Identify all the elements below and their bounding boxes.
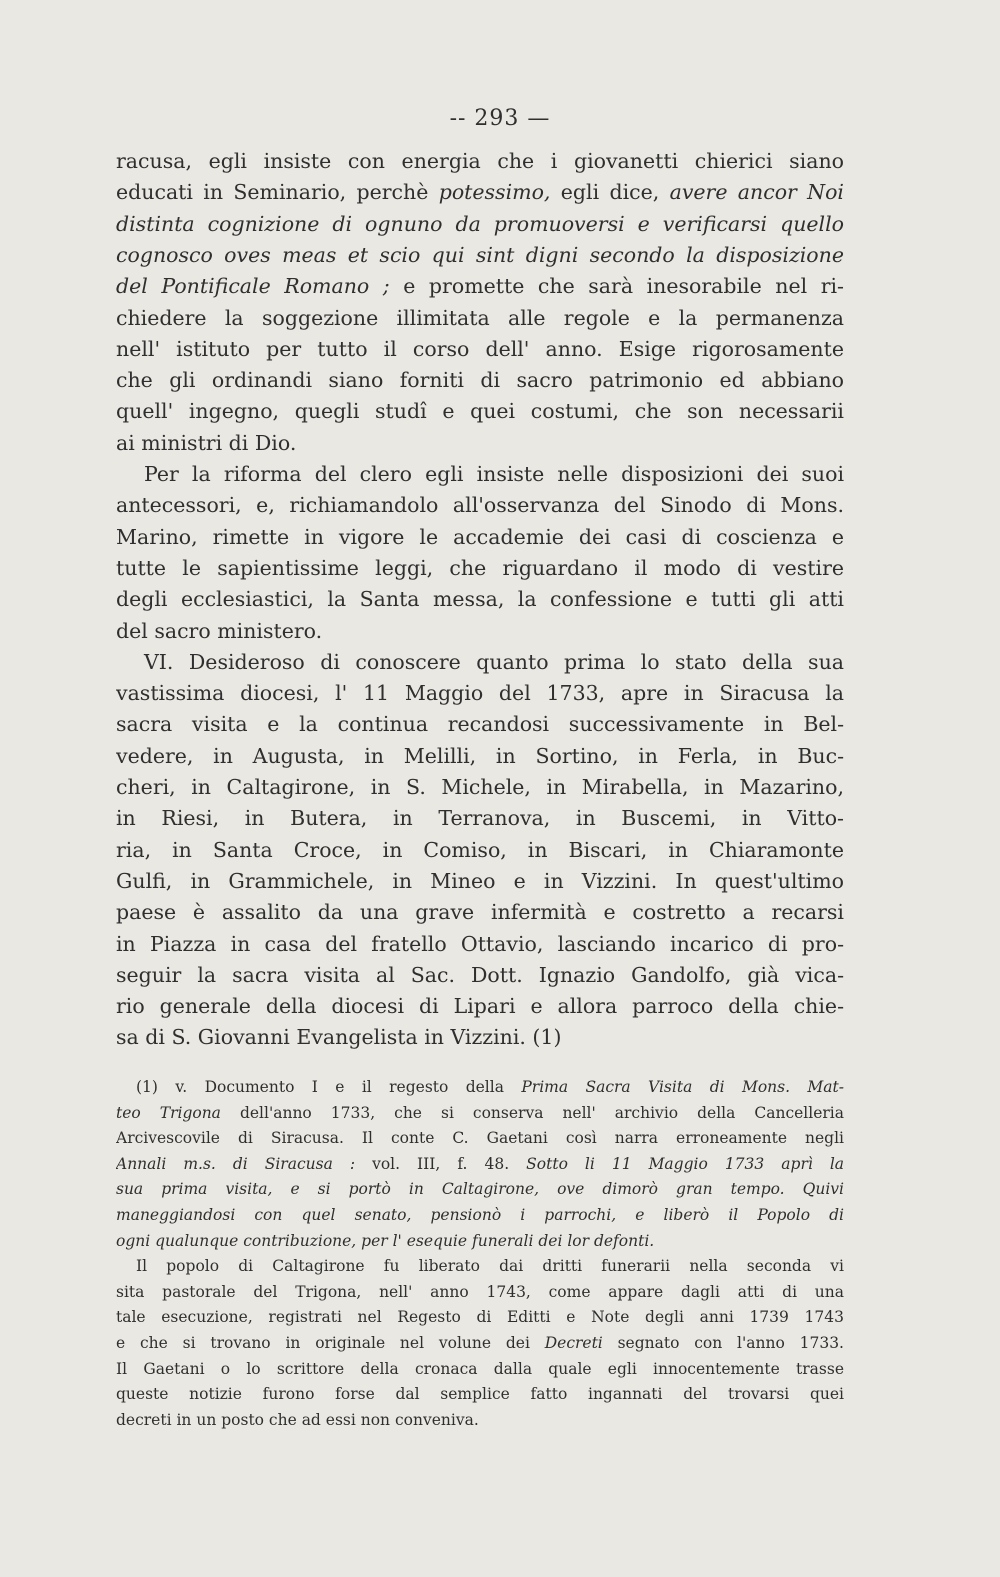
page-number: -- 293 — [449, 106, 551, 131]
italic-span: teo Trigona [116, 1103, 221, 1122]
italic-span: maneggiandosi con quel senato, pensionò i parrochi, e liberò il Popolo di [116, 1206, 844, 1224]
italic-span: Sotto li 11 Maggio 1733 aprì la [526, 1154, 844, 1173]
text-line: VI. Desideroso di conoscere quanto prima lo stato della sua [144, 649, 844, 674]
italic-span: cognosco oves meas et scio qui sint digni secondo la disposizione [116, 242, 844, 267]
text-line: vedere, in Augusta, in Melilli, in Sortino, in Ferla, in Buc- [116, 743, 844, 768]
text-line: tutte le sapientissime leggi, che riguardano il modo di vestire [116, 555, 844, 580]
text-line: in Riesi, in Butera, in Terranova, in Buscemi, in Vitto- [116, 806, 844, 831]
text-line: racusa, egli insiste con energia che i giovanetti chierici siano [116, 149, 844, 173]
text-line: del Pontificale Romano ; e promette che sarà inesorabile nel ri- [116, 274, 844, 299]
italic-span: del Pontificale Romano ; [116, 274, 390, 299]
footnote-line [116, 1203, 844, 1227]
footnote-line: tale esecuzione, registrati nel Regesto di Editti e Note degli anni 1739 1743 [116, 1308, 844, 1327]
text-line: Per la riforma del clero egli insiste nelle disposizioni dei suoi [144, 462, 844, 486]
text-line: antecessori, e, richiamandolo all'osservanza del Sinodo di Mons. [116, 493, 844, 518]
footnote-line: queste notizie furono forse dal semplice fatto ingannati del trovarsi quei [116, 1385, 844, 1404]
text-line: Marino, rimette in vigore le accademie dei casi di coscienza e [116, 524, 844, 549]
text-line: cheri, in Caltagirone, in S. Michele, in Mirabella, in Mazarino, [116, 775, 844, 799]
text-line: ria, in Santa Croce, in Comiso, in Biscari, in Chiaramonte [116, 837, 844, 862]
italic-span: Decreti [544, 1334, 603, 1352]
footnote-line [116, 1177, 844, 1201]
text-line: paese è assalito da una grave infermità e costretto a recarsi [116, 900, 844, 925]
italic-span: Annali m.s. di Siracusa : [116, 1154, 356, 1173]
footnote-line: Il popolo di Caltagirone fu liberato dai dritti funerarii nella seconda vi [136, 1257, 844, 1276]
text-line: del sacro ministero. [116, 618, 323, 643]
italic-span: potessimo, [438, 180, 551, 205]
text-line: vastissima diocesi, l' 11 Maggio del 1733, apre in Siracusa la [116, 681, 844, 706]
italic-span: avere ancor Noi [669, 180, 844, 205]
text-line [116, 209, 844, 239]
text-line: ai ministri di Dio. [116, 430, 297, 455]
italic-span: Prima Sacra Visita di Mons. Mat- [521, 1078, 844, 1096]
footnote-line: teo Trigona dell'anno 1733, che si conserva nell' archivio della Cancelleria [116, 1103, 844, 1122]
footnote-line: decreti in un posto che ad essi non conveniva. [116, 1410, 479, 1429]
footnote-line: sita pastorale del Trigona, nell' anno 1743, come appare dagli atti di una [116, 1282, 844, 1301]
text-line: seguir la sacra visita al Sac. Dott. Ignazio Gandolfo, già vica- [116, 962, 844, 987]
footnote-line [116, 1229, 844, 1253]
text-line: degli ecclesiastici, la Santa messa, la confessione e tutti gli atti [116, 587, 844, 612]
footnote-line: Annali m.s. di Siracusa : vol. III, f. 48. Sotto li 11 Maggio 1733 aprì la [116, 1154, 844, 1173]
text-line: quell' ingegno, quegli studî e quei costumi, che son necessarii [116, 399, 844, 424]
text-line: in Piazza in casa del fratello Ottavio, lasciando incarico di pro- [116, 931, 844, 956]
text-line: chiedere la soggezione illimitata alle regole e la permanenza [116, 305, 844, 330]
text-line: educati in Seminario, perchè potessimo, egli dice, avere ancor Noi [116, 180, 844, 205]
text-line: Gulfi, in Grammichele, in Mineo e in Vizzini. In quest'ultimo [116, 868, 844, 893]
text-line: che gli ordinandi siano forniti di sacro patrimonio ed abbiano [116, 368, 844, 393]
footnote-line: e che si trovano in originale nel volune dei Decreti segnato con l'anno 1733. [116, 1334, 844, 1352]
text-line: sa di S. Giovanni Evangelista in Vizzini. (1) [116, 1025, 562, 1050]
footnote-line: Il Gaetani o lo scrittore della cronaca dalla quale egli innocentemente trasse [116, 1359, 844, 1378]
text-line [116, 240, 844, 270]
italic-span: sua prima visita, e si portò in Caltagirone, ove dimorò gran tempo. Quivi [116, 1180, 844, 1199]
footnote-line: Arcivescovile di Siracusa. Il conte C. Gaetani così narra erroneamente negli [116, 1129, 844, 1148]
text-line: sacra visita e la continua recandosi successivamente in Bel- [116, 712, 844, 737]
text-line: rio generale della diocesi di Lipari e allora parroco della chie- [116, 994, 844, 1019]
footnote-line: (1) v. Documento I e il regesto della Prima Sacra Visita di Mons. Mat- [136, 1078, 844, 1096]
text-line: nell' istituto per tutto il corso dell' anno. Esige rigorosamente [116, 336, 844, 361]
italic-span: distinta cognizione di ognuno da promuoversi e verificarsi quello [116, 211, 844, 236]
italic-span: ogni qualunque contribuzione, per l' esequie funerali dei lor defonti. [116, 1231, 655, 1250]
